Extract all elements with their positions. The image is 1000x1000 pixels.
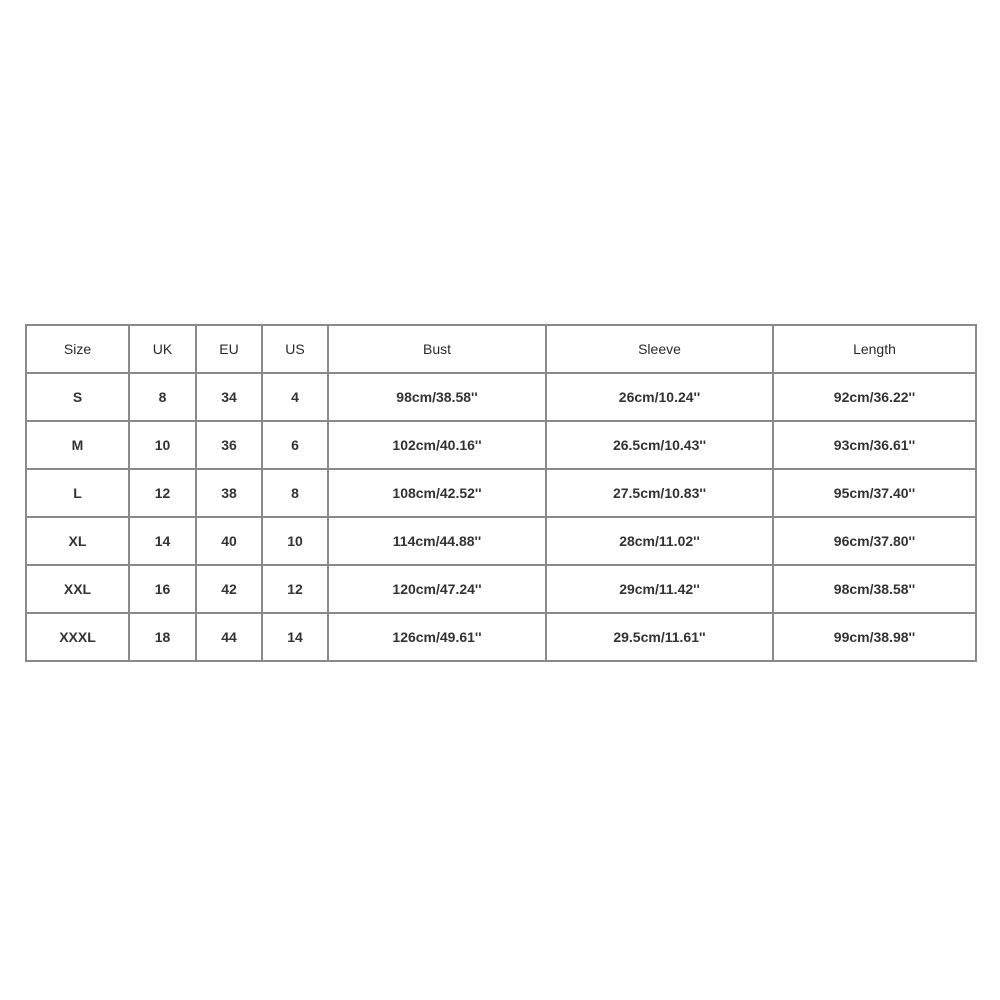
table-row (26, 565, 976, 613)
column-header-length: Length (773, 325, 976, 373)
cell-length: 95cm/37.40'' (773, 469, 976, 517)
cell-size: M (26, 421, 129, 469)
cell-sleeve: 26cm/10.24'' (546, 373, 773, 421)
cell-eu: 34 (196, 373, 262, 421)
cell-bust: 114cm/44.88'' (328, 517, 546, 565)
cell-length: 98cm/38.58'' (773, 565, 976, 613)
cell-uk: 10 (129, 421, 196, 469)
cell-sleeve: 29cm/11.42'' (546, 565, 773, 613)
cell-bust: 126cm/49.61'' (328, 613, 546, 661)
cell-size: S (26, 373, 129, 421)
cell-uk: 18 (129, 613, 196, 661)
cell-size: XXXL (26, 613, 129, 661)
cell-length: 96cm/37.80'' (773, 517, 976, 565)
cell-bust: 108cm/42.52'' (328, 469, 546, 517)
cell-length: 99cm/38.98'' (773, 613, 976, 661)
cell-us: 12 (262, 565, 328, 613)
size-chart-table (25, 324, 977, 662)
cell-us: 10 (262, 517, 328, 565)
cell-us: 14 (262, 613, 328, 661)
table-row (26, 517, 976, 565)
cell-size: XL (26, 517, 129, 565)
cell-sleeve: 26.5cm/10.43'' (546, 421, 773, 469)
cell-size: XXL (26, 565, 129, 613)
cell-us: 6 (262, 421, 328, 469)
cell-bust: 102cm/40.16'' (328, 421, 546, 469)
column-header-eu: EU (196, 325, 262, 373)
cell-uk: 12 (129, 469, 196, 517)
column-header-us: US (262, 325, 328, 373)
cell-length: 93cm/36.61'' (773, 421, 976, 469)
table-row (26, 373, 976, 421)
column-header-size: Size (26, 325, 129, 373)
cell-uk: 16 (129, 565, 196, 613)
cell-uk: 14 (129, 517, 196, 565)
cell-length: 92cm/36.22'' (773, 373, 976, 421)
cell-sleeve: 27.5cm/10.83'' (546, 469, 773, 517)
cell-sleeve: 28cm/11.02'' (546, 517, 773, 565)
table-row (26, 421, 976, 469)
cell-uk: 8 (129, 373, 196, 421)
column-header-uk: UK (129, 325, 196, 373)
cell-eu: 42 (196, 565, 262, 613)
cell-eu: 36 (196, 421, 262, 469)
table-row (26, 613, 976, 661)
cell-sleeve: 29.5cm/11.61'' (546, 613, 773, 661)
cell-bust: 98cm/38.58'' (328, 373, 546, 421)
column-header-sleeve: Sleeve (546, 325, 773, 373)
cell-us: 4 (262, 373, 328, 421)
cell-bust: 120cm/47.24'' (328, 565, 546, 613)
table-row (26, 469, 976, 517)
table-header-row (26, 325, 976, 373)
cell-size: L (26, 469, 129, 517)
cell-eu: 40 (196, 517, 262, 565)
cell-us: 8 (262, 469, 328, 517)
column-header-bust: Bust (328, 325, 546, 373)
cell-eu: 38 (196, 469, 262, 517)
cell-eu: 44 (196, 613, 262, 661)
